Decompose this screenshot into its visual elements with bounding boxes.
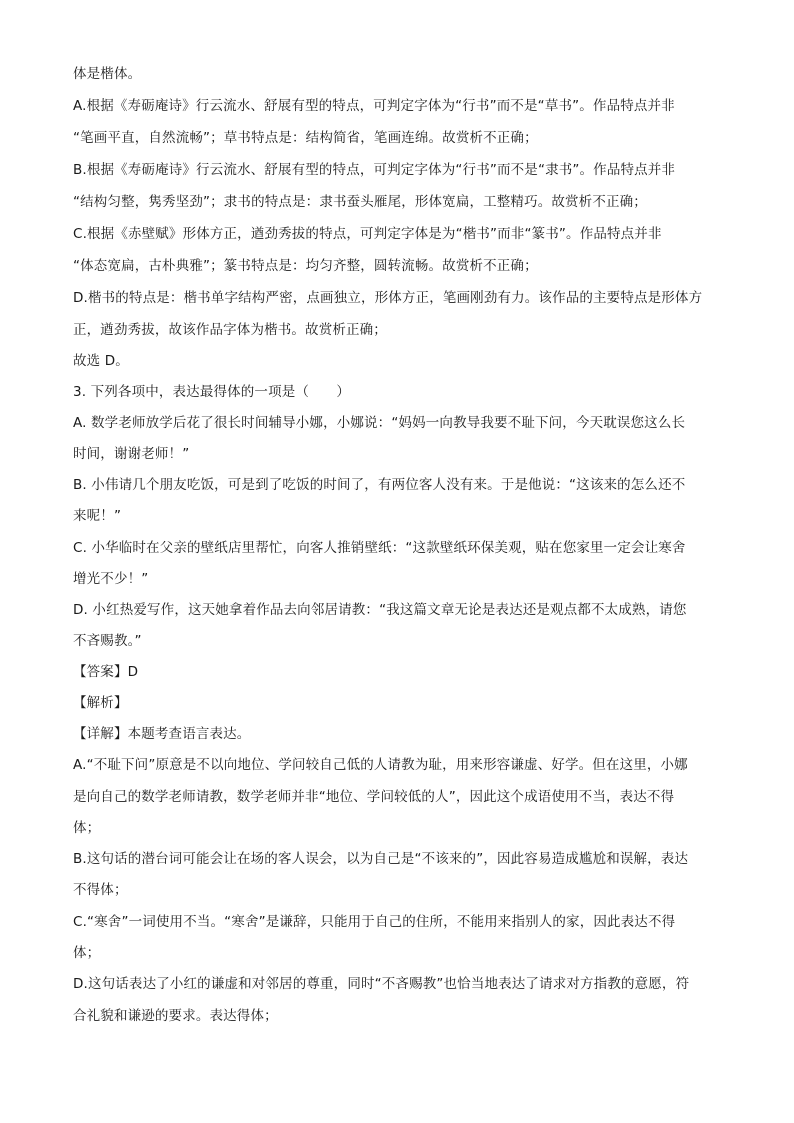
text-line: A.“不耻下问”原意是不以向地位、学问较自己低的人请教为耻，用来形容谦虚、好学。但在这里，小娜	[73, 757, 688, 773]
text-line: “笔画平直，自然流畅”；草书特点是：结构简省，笔画连绵。故赏析不正确；	[73, 130, 538, 146]
text-line: 体；	[73, 820, 101, 836]
text-line: A.根据《寿砺庵诗》行云流水、舒展有型的特点，可判定字体为“行书”而不是“草书”。作品特点并非	[73, 98, 675, 114]
analysis-label: 【解析】	[73, 695, 128, 711]
text-line: 来呢！”	[73, 508, 122, 524]
option-d: D. 小红热爱写作，这天她拿着作品去向邻居请教：“我这篇文章无论是表达还是观点都不太成熟，请您	[73, 602, 687, 618]
text-line: 不得体；	[73, 882, 128, 898]
text-line: C.“寒舍”一词使用不当。“寒舍”是谦辞，只能用于自己的住所，不能用来指别人的家，因此表达不得	[73, 914, 676, 930]
text-line: C.根据《赤壁赋》形体方正，遒劲秀拔的特点，可判定字体是为“楷书”而非“篆书”。作品特点并非	[73, 226, 662, 242]
text-line: D.楷书的特点是：楷书单字结构严密，点画独立，形体方正，笔画刚劲有力。该作品的主要特点是形体方	[73, 290, 703, 306]
text-line: 合礼貌和谦逊的要求。表达得体；	[73, 1008, 278, 1024]
text-line: 故选 D。	[73, 353, 129, 369]
option-b: B. 小伟请几个朋友吃饭，可是到了吃饭的时间了，有两位客人没有来。于是他说：“这该来的怎么还不	[73, 477, 686, 493]
text-line: B.根据《寿砺庵诗》行云流水、舒展有型的特点，可判定字体为“行书”而不是“隶书”。作品特点并非	[73, 162, 676, 178]
text-line: 不吝赐教。”	[73, 633, 142, 649]
text-line: 是向自己的数学老师请教，数学老师并非“地位、学问较低的人”，因此这个成语使用不当，表达不得	[73, 789, 675, 805]
text-line: 增光不少！”	[73, 571, 149, 587]
text-line: 时间，谢谢老师！”	[73, 446, 190, 462]
answer-label: 【答案】D	[73, 664, 139, 680]
option-a: A. 数学老师放学后花了很长时间辅导小娜，小娜说：“妈妈一向教导我要不耻下问，今天耽误您这么长	[73, 415, 686, 431]
question-stem: 3. 下列各项中，表达最得体的一项是（ ）	[73, 384, 350, 400]
text-line: B.这句话的潜台词可能会让在场的客人误会，以为自己是“不该来的”，因此容易造成尴尬和误解，表达	[73, 851, 689, 867]
text-line: 体；	[73, 945, 101, 961]
option-c: C. 小华临时在父亲的壁纸店里帮忙，向客人推销壁纸：“这款壁纸环保美观，贴在您家里一定会让寒舍	[73, 540, 686, 556]
text-line: 正，遒劲秀拔，故该作品字体为楷书。故赏析正确；	[73, 322, 387, 338]
text-line: “结构匀整，隽秀坚劲”；隶书的特点是：隶书蚕头雁尾，形体宽扁，工整精巧。故赏析不正确；	[73, 194, 647, 210]
text-line: 体是楷体。	[73, 66, 142, 82]
text-line: D.这句话表达了小红的谦虚和对邻居的尊重，同时“不吝赐教”也恰当地表达了请求对方指教的意愿，符	[73, 976, 690, 992]
text-line: “体态宽扁，古朴典雅”；篆书特点是：均匀齐整，圆转流畅。故赏析不正确；	[73, 258, 538, 274]
detail-label: 【详解】本题考查语言表达。	[73, 726, 251, 742]
